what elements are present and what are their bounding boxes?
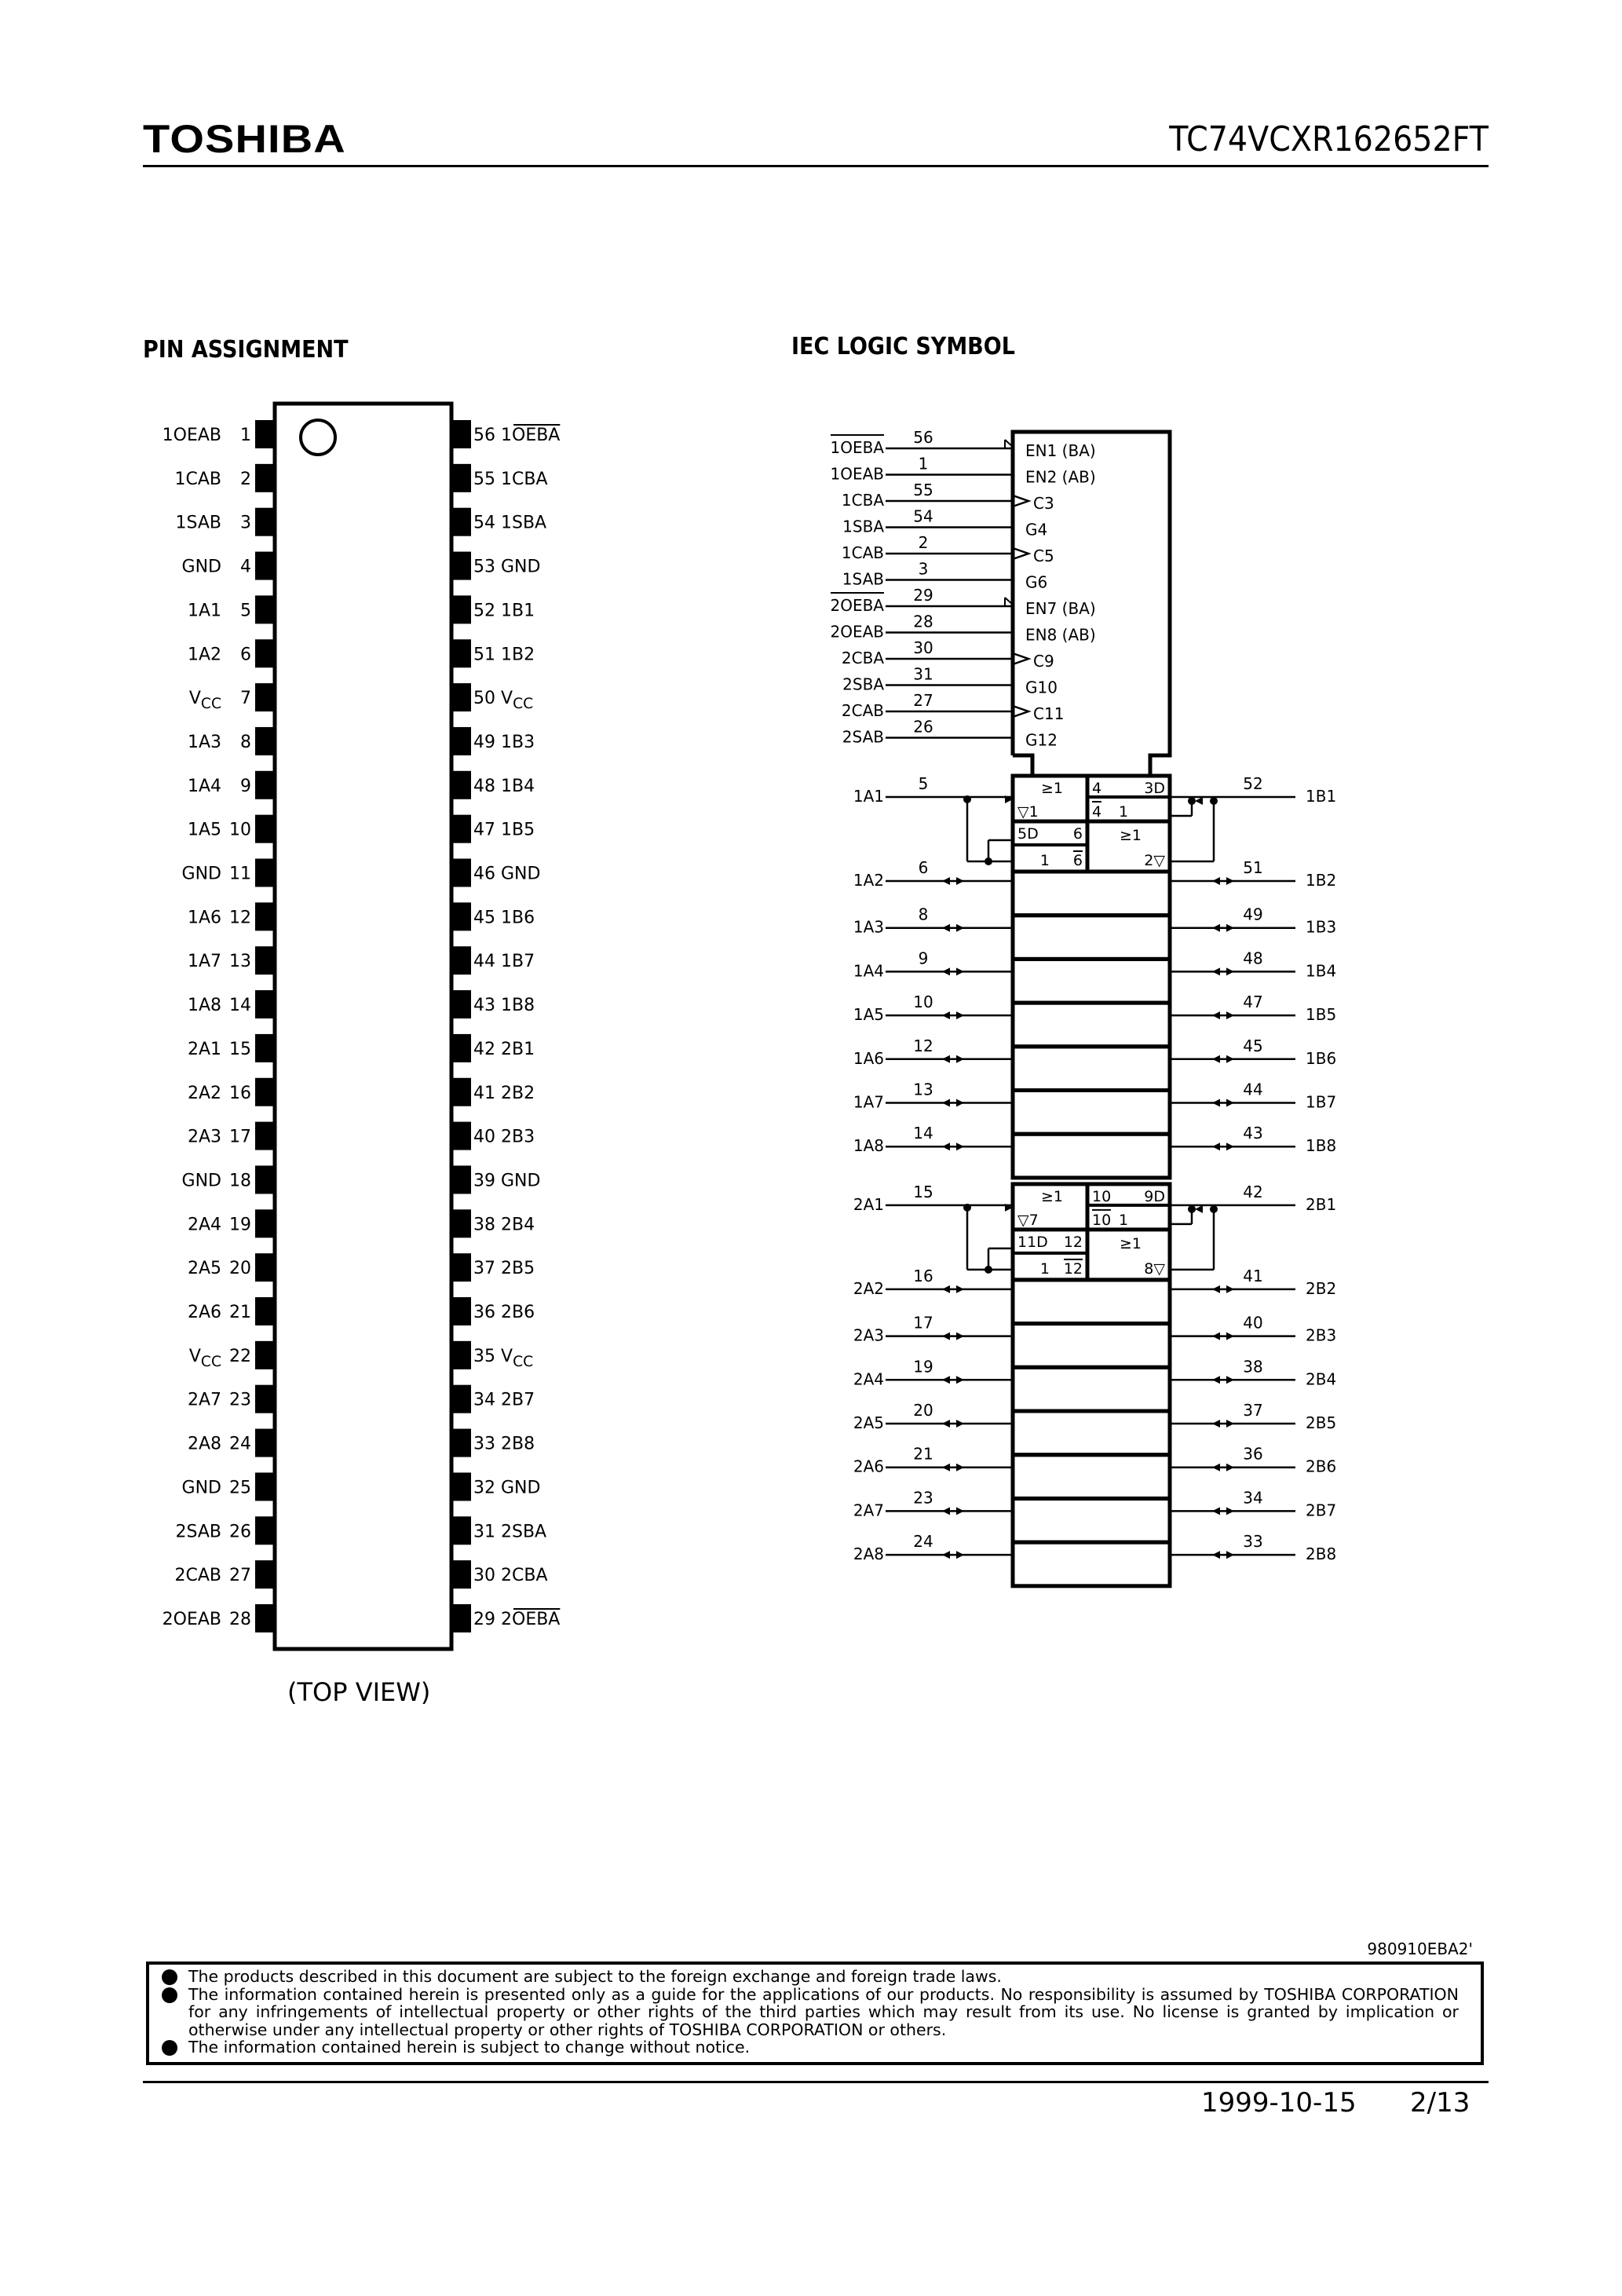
- pin-label: 1B3: [501, 732, 535, 752]
- pin-number: 19: [229, 1215, 251, 1235]
- b-port-label: 1B4: [1306, 961, 1337, 981]
- b-port-label: 1B6: [1306, 1048, 1337, 1068]
- svg-text:12: 12: [1063, 1260, 1083, 1278]
- pin-number: 29: [473, 1609, 495, 1629]
- pin-number: 25: [229, 1478, 251, 1498]
- pin-number: 51: [1243, 858, 1263, 877]
- control-input-label: 2SBA: [842, 675, 884, 694]
- pin-label: 2OEBA: [501, 1609, 561, 1629]
- pin-label: GND: [501, 1171, 541, 1191]
- pin-number: 13: [229, 952, 251, 972]
- pin-number: 20: [913, 1401, 933, 1420]
- pin-label: 1CBA: [501, 469, 548, 489]
- control-function-label: C3: [1033, 494, 1054, 513]
- pin-number: 38: [473, 1215, 495, 1235]
- pin-number: 16: [229, 1083, 251, 1103]
- a-port-label: 2A8: [853, 1545, 884, 1564]
- a-port-label: 2A6: [853, 1457, 884, 1476]
- pin-number: 42: [473, 1039, 495, 1059]
- pin-number: 33: [1243, 1532, 1263, 1552]
- a-port-label: 2A3: [853, 1325, 884, 1345]
- pin-number: 6: [918, 858, 929, 877]
- disclaimer-item: [162, 1986, 1459, 2039]
- b-port-label: 1B3: [1306, 917, 1337, 937]
- b-port-label: 1B2: [1306, 871, 1337, 890]
- pin-number: 12: [913, 1036, 933, 1055]
- pin-label: 2A3: [187, 1127, 221, 1147]
- pin-number: 46: [473, 864, 495, 884]
- control-function-label: EN8 (AB): [1025, 625, 1096, 645]
- pin-number: 37: [473, 1259, 495, 1279]
- svg-text:≥1: ≥1: [1040, 1187, 1064, 1205]
- control-function-label: G12: [1025, 730, 1058, 750]
- pin-label: $V_{CC}$: [501, 1346, 534, 1370]
- control-function-label: G4: [1025, 520, 1048, 539]
- pin-label: 1A8: [187, 996, 221, 1016]
- svg-text:4: 4: [1092, 803, 1102, 821]
- pin-number: 26: [229, 1522, 251, 1542]
- pin-number: 27: [229, 1566, 251, 1586]
- a-port-label: 1A6: [853, 1048, 884, 1068]
- pin-number: 56: [473, 426, 495, 445]
- pin-label: 1A7: [187, 952, 221, 972]
- pin-label: 2A7: [187, 1390, 221, 1410]
- pin-number: 1: [240, 426, 251, 445]
- control-input-label: 1SAB: [842, 569, 884, 589]
- b-port-label: 2B1: [1306, 1194, 1337, 1214]
- pin-number: 34: [1243, 1488, 1263, 1508]
- pin-number: 40: [1243, 1313, 1263, 1333]
- clock-input-icon: [1013, 495, 1028, 506]
- a-port-label: 2A5: [853, 1413, 884, 1432]
- pin-label: GND: [181, 864, 221, 884]
- pin-number: 43: [1243, 1124, 1263, 1143]
- pin-number: 3: [240, 513, 251, 533]
- pin-label: 1A1: [187, 601, 221, 621]
- pin-number: 8: [918, 905, 929, 924]
- bullet-icon: [162, 2040, 177, 2056]
- pin-number: 41: [1243, 1266, 1263, 1285]
- pin-number: 26: [913, 717, 933, 737]
- pin-number: 27: [913, 691, 933, 710]
- pin-label: GND: [501, 557, 541, 577]
- pin-label: 1A5: [187, 820, 221, 840]
- pin-number: 16: [913, 1266, 933, 1285]
- pin-number: 23: [913, 1488, 933, 1508]
- a-port-label: 1A1: [853, 787, 884, 806]
- pin-number: 45: [473, 908, 495, 928]
- pin-label: $V_{CC}$: [188, 689, 221, 713]
- control-function-label: G10: [1025, 678, 1058, 697]
- pin-number: 4: [240, 557, 251, 577]
- pin-number: 22: [229, 1346, 251, 1366]
- control-input-label: 2CAB: [841, 701, 884, 720]
- b-port-label: 1B5: [1306, 1005, 1337, 1025]
- svg-text:12: 12: [1063, 1233, 1083, 1251]
- svg-text:2▽: 2▽: [1144, 852, 1165, 869]
- pin-number: 24: [229, 1434, 251, 1454]
- pin-number: 9: [240, 776, 251, 796]
- disclaimer-item: [162, 2038, 1459, 2057]
- a-port-label: 2A2: [853, 1278, 884, 1298]
- pin-number: 36: [473, 1303, 495, 1322]
- pin-label: 2B2: [501, 1083, 535, 1103]
- b-port-label: 1B8: [1306, 1136, 1337, 1156]
- pin-number: 54: [473, 513, 495, 533]
- pin-number: 52: [473, 601, 495, 621]
- pin-label: 2B7: [501, 1390, 535, 1410]
- pin-label: 2B8: [501, 1434, 535, 1454]
- svg-text:▽7: ▽7: [1017, 1211, 1039, 1229]
- a-port-label: 2A7: [853, 1501, 884, 1520]
- group2-register-cell: [1013, 1184, 1170, 1280]
- part-number: TC74VCXR162652FT: [1169, 119, 1489, 159]
- pin-number: 31: [473, 1522, 495, 1542]
- pin-number: 10: [229, 820, 251, 840]
- data-cell: [1013, 1091, 1170, 1135]
- pin-label: GND: [181, 557, 221, 577]
- b-port-label: 2B5: [1306, 1413, 1337, 1432]
- pin-label: $V_{CC}$: [188, 1346, 221, 1370]
- pin-number: 44: [473, 952, 495, 972]
- svg-text:3D: 3D: [1144, 780, 1165, 797]
- pin-number: 56: [913, 428, 933, 447]
- pin-number: 52: [1243, 774, 1263, 793]
- svg-text:▽1: ▽1: [1017, 803, 1039, 821]
- pin-label: 1B1: [501, 601, 535, 621]
- disclaimer-text: The information contained herein is presented only as a guide for the applications of our products. No responsibility is assumed by TOSHIBA CORPORATION for any infringements of intellectual property or other rights of the third parties which may result from its use. No license is granted by implication or otherwise under any intellectual property or other rights of TOSHIBA CORPORATION or others.: [188, 1984, 1459, 2039]
- pin-number: 54: [913, 506, 933, 526]
- b-port-label: 2B8: [1306, 1545, 1337, 1564]
- pin-label: 2SAB: [175, 1522, 221, 1542]
- disclaimer-box: [146, 1961, 1484, 2065]
- pin-label: 2CBA: [501, 1566, 548, 1586]
- pin-number: 47: [473, 820, 495, 840]
- control-input-label: 1OEAB: [830, 464, 884, 484]
- control-function-label: C11: [1033, 704, 1065, 723]
- pin-number: 6: [240, 645, 251, 665]
- pin-number: 55: [913, 481, 933, 499]
- page-number: 2/13: [1410, 2087, 1470, 2119]
- control-input-label: 2CBA: [841, 649, 884, 667]
- pin-label: 2B5: [501, 1259, 535, 1279]
- control-input-label: 2SAB: [842, 727, 884, 747]
- control-input-label: 1SBA: [842, 517, 884, 536]
- pin-number: 33: [473, 1434, 495, 1454]
- pin-number: 55: [473, 469, 495, 489]
- svg-text:10: 10: [1092, 1211, 1112, 1229]
- control-function-label: C9: [1033, 652, 1054, 671]
- pin-number: 13: [913, 1080, 933, 1099]
- pin-label: 2A2: [187, 1083, 221, 1103]
- pin-number: 14: [229, 996, 251, 1016]
- data-cell: [1013, 1280, 1170, 1324]
- bullet-icon: [162, 1969, 177, 1985]
- pin-number: 29: [913, 586, 933, 605]
- pin-label: 2B6: [501, 1303, 535, 1322]
- pin-number: 17: [229, 1127, 251, 1147]
- pin-number: 43: [473, 996, 495, 1016]
- a-port-label: 1A3: [853, 917, 884, 937]
- pin-number: 15: [913, 1182, 933, 1201]
- data-cell: [1013, 872, 1170, 916]
- pin-number: 34: [473, 1390, 495, 1410]
- data-cell: [1013, 1003, 1170, 1047]
- data-cell: [1013, 959, 1170, 1003]
- pin-number: 50: [473, 689, 495, 709]
- pin-label: 1A3: [187, 732, 221, 752]
- clock-input-icon: [1013, 706, 1028, 717]
- footer-rule: [143, 2081, 1489, 2083]
- pin-number: 48: [1243, 949, 1263, 968]
- pin-number: 5: [918, 774, 929, 793]
- svg-text:6: 6: [1072, 852, 1083, 869]
- pin-number: 30: [913, 638, 933, 657]
- data-cell: [1013, 1411, 1170, 1455]
- pin-assignment-title: PIN ASSIGNMENT: [143, 336, 349, 364]
- pin-label: 2A1: [187, 1039, 221, 1059]
- pin-label: 1B8: [501, 996, 535, 1016]
- data-cell: [1013, 1134, 1170, 1178]
- pin-label: 2CAB: [174, 1566, 221, 1586]
- pin-label: 1B2: [501, 645, 535, 665]
- pin-label: 1SBA: [501, 513, 547, 533]
- pin-number: 20: [229, 1259, 251, 1279]
- b-port-label: 1B1: [1306, 787, 1337, 806]
- pin-number: 31: [913, 664, 933, 684]
- pin-number: 47: [1243, 993, 1263, 1012]
- data-cell: [1013, 1498, 1170, 1542]
- a-port-label: 1A5: [853, 1005, 884, 1025]
- control-input-label: 2OEAB: [830, 622, 884, 642]
- pin-label: 2A4: [187, 1215, 221, 1235]
- pin-number: 18: [229, 1171, 251, 1191]
- pin-number: 35: [473, 1346, 495, 1366]
- data-cell: [1013, 1367, 1170, 1411]
- data-cell: [1013, 1542, 1170, 1586]
- control-function-label: C5: [1033, 547, 1054, 565]
- document-id: 980910EBA2': [1367, 1940, 1473, 1958]
- data-cell: [1013, 1324, 1170, 1368]
- svg-text:6: 6: [1072, 825, 1083, 843]
- pin-label: 1B6: [501, 908, 535, 928]
- pin-label: 2B1: [501, 1039, 535, 1059]
- pin-label: 2OEAB: [162, 1609, 221, 1629]
- iec-logic-symbol-title: IEC LOGIC SYMBOL: [791, 333, 1015, 360]
- b-port-label: 1B7: [1306, 1092, 1337, 1112]
- svg-text:4: 4: [1092, 780, 1102, 797]
- pin-label: 2B3: [501, 1127, 535, 1147]
- pin-label: $V_{CC}$: [501, 689, 534, 713]
- pin-label: 2A5: [187, 1259, 221, 1279]
- control-function-label: G6: [1025, 572, 1048, 592]
- pin-number: 23: [229, 1390, 251, 1410]
- b-port-label: 2B3: [1306, 1325, 1337, 1345]
- pin-number: 3: [918, 559, 929, 579]
- svg-text:8▽: 8▽: [1144, 1260, 1165, 1278]
- pin-label: 1OEAB: [162, 426, 221, 445]
- clock-input-icon: [1013, 653, 1028, 664]
- pin-label: 1B5: [501, 820, 535, 840]
- brand-logo: TOSHIBA: [143, 117, 346, 161]
- pin-label: 1OEBA: [501, 426, 561, 445]
- b-port-label: 2B4: [1306, 1369, 1337, 1389]
- svg-text:≥1: ≥1: [1040, 780, 1064, 797]
- svg-text:1: 1: [1039, 1260, 1050, 1278]
- pin-number: 17: [913, 1313, 933, 1333]
- pin-label: 1SAB: [175, 513, 221, 533]
- data-cell: [1013, 1047, 1170, 1091]
- control-input-label: 1OEBA: [830, 438, 884, 457]
- a-port-label: 2A4: [853, 1369, 884, 1389]
- pin-number: 37: [1243, 1401, 1263, 1420]
- svg-text:1: 1: [1039, 852, 1050, 869]
- pin-number: 49: [1243, 905, 1263, 924]
- b-port-label: 2B2: [1306, 1278, 1337, 1298]
- pin-number: 21: [913, 1444, 933, 1464]
- pin-number: 14: [913, 1124, 933, 1143]
- pin-label: 1B4: [501, 776, 535, 796]
- svg-text:≥1: ≥1: [1119, 827, 1142, 844]
- pin-number: 24: [913, 1532, 933, 1552]
- top-view-caption: (TOP VIEW): [287, 1677, 431, 1707]
- pin-label: 1A4: [187, 776, 221, 796]
- pin-number: 39: [473, 1171, 495, 1191]
- control-function-label: EN7 (BA): [1025, 599, 1096, 618]
- pin-number: 41: [473, 1083, 495, 1103]
- pin-number: 15: [229, 1039, 251, 1059]
- control-function-label: EN1 (BA): [1025, 441, 1096, 460]
- pin-label: 1CAB: [174, 469, 221, 489]
- pin-label: 2SBA: [501, 1522, 547, 1542]
- svg-text:9D: 9D: [1144, 1187, 1165, 1205]
- pin-number: 12: [229, 908, 251, 928]
- pin-number: 40: [473, 1127, 495, 1147]
- pin-number: 1: [918, 454, 929, 473]
- clock-input-icon: [1013, 548, 1028, 559]
- pin-number: 51: [473, 645, 495, 665]
- a-port-label: 1A4: [853, 961, 884, 981]
- disclaimer-text: The products described in this document are subject to the foreign exchange and foreign trade laws.: [188, 1967, 1002, 1986]
- pin-number: 38: [1243, 1357, 1263, 1377]
- a-port-label: 1A2: [853, 871, 884, 890]
- footer-date: 1999-10-15: [1201, 2087, 1357, 2119]
- svg-text:10: 10: [1092, 1187, 1112, 1205]
- a-port-label: 2A1: [853, 1194, 884, 1214]
- svg-text:11D: 11D: [1017, 1233, 1048, 1251]
- pin-number: 48: [473, 776, 495, 796]
- svg-text:≥1: ≥1: [1119, 1234, 1142, 1252]
- pin-number: 53: [473, 557, 495, 577]
- a-port-label: 1A8: [853, 1136, 884, 1156]
- pin-number: 45: [1243, 1036, 1263, 1055]
- pin-number: 32: [473, 1478, 495, 1498]
- pin-number: 28: [229, 1609, 251, 1629]
- pin-number: 10: [913, 993, 933, 1012]
- bullet-icon: [162, 1987, 177, 2003]
- pin-number: 36: [1243, 1444, 1263, 1464]
- pin-number: 2: [918, 533, 929, 552]
- pin-number: 5: [240, 601, 251, 621]
- pin-number: 9: [918, 949, 929, 968]
- a-port-label: 1A7: [853, 1092, 884, 1112]
- disclaimer-text: The information contained herein is subject to change without notice.: [188, 2038, 751, 2057]
- control-input-label: 2OEBA: [830, 596, 884, 615]
- pin-number: 30: [473, 1566, 495, 1586]
- control-input-label: 1CBA: [841, 491, 884, 510]
- svg-text:5D: 5D: [1017, 825, 1039, 843]
- pin-number: 11: [229, 864, 251, 884]
- pin-number: 44: [1243, 1080, 1263, 1099]
- group1-register-cell: [1013, 776, 1170, 872]
- control-input-label: 1CAB: [841, 543, 884, 562]
- pin-number: 28: [913, 612, 933, 631]
- pin-label: GND: [501, 864, 541, 884]
- pin-label: 2A8: [187, 1434, 221, 1454]
- pin-label: 1A2: [187, 645, 221, 665]
- pin-label: 1B7: [501, 952, 535, 972]
- pin-number: 2: [240, 469, 251, 489]
- pin-label: 1A6: [187, 908, 221, 928]
- pin-label: 2A6: [187, 1303, 221, 1322]
- pin-label: GND: [181, 1478, 221, 1498]
- control-function-label: EN2 (AB): [1025, 467, 1096, 487]
- pin-number: 7: [240, 689, 251, 709]
- pin-label: 2B4: [501, 1215, 535, 1235]
- pin-label: GND: [181, 1171, 221, 1191]
- pin-number: 8: [240, 732, 251, 752]
- pin-number: 42: [1243, 1182, 1263, 1201]
- b-port-label: 2B7: [1306, 1501, 1337, 1520]
- svg-text:1: 1: [1119, 803, 1129, 821]
- data-cell: [1013, 916, 1170, 960]
- data-cell: [1013, 1455, 1170, 1499]
- pin-label: GND: [501, 1478, 541, 1498]
- svg-text:1: 1: [1119, 1211, 1129, 1229]
- pin-number: 21: [229, 1303, 251, 1322]
- b-port-label: 2B6: [1306, 1457, 1337, 1476]
- pin-number: 49: [473, 732, 495, 752]
- disclaimer-item: [162, 1968, 1459, 1986]
- pin-number: 19: [913, 1357, 933, 1377]
